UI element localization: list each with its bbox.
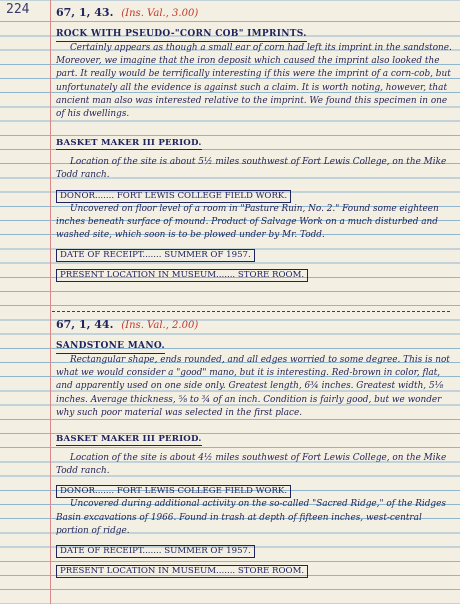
present-location: PRESENT LOCATION IN MUSEUM....... STORE ROOM. [56, 565, 308, 578]
margin-line [50, 0, 51, 604]
find-context: Uncovered on floor level of a room in "Pasture Ruin, No. 2." Found some eighteen inches beneath surface of mound. Product of Salvage Work on a much disturbed and washed site, which soon is to be plowed under by Mr. Todd. [56, 203, 439, 241]
page-number: 224 [6, 2, 30, 17]
item-title: ROCK WITH PSEUDO-"CORN COB" IMPRINTS. [56, 28, 307, 42]
date-of-receipt: DATE OF RECEIPT....... SUMMER OF 1957. [56, 249, 255, 262]
donor-line: DONOR....... FORT LEWIS COLLEGE FIELD WORK. [56, 190, 291, 203]
donor-line: DONOR....... FORT LEWIS COLLEGE FIELD WORK. [56, 485, 291, 498]
find-context: Uncovered during additional activity on the so-called "Sacred Ridge," of the Ridges Basin excavations of 1966. Found in trash at depth of fifteen inches, west-central portion of ridge. [56, 499, 446, 536]
catalog-line [56, 318, 452, 332]
catalog-entry [56, 6, 452, 282]
item-description: Certainly appears as though a small ear of corn had left its imprint in the sandstone. Moreover, we imagine that the iron deposit which caused the imprint also looked the part. It really would be terrifically interesting if this were the imprint of a corn-cob, but unfortunately all the evidence is against such a claim. It is worth noting, however, that ancient man also was interested relative to the imprint. We found this specimen in one of his dwellings. [56, 43, 452, 120]
catalog-number: 67, 1, 44. [56, 318, 114, 331]
catalog-line [56, 6, 452, 20]
site-location: Location of the site is about 5½ miles southwest of Fort Lewis College, on the Mike Todd ranch. [56, 157, 447, 181]
culture-period: BASKET MAKER III PERIOD. [56, 434, 202, 445]
item-description: Rectangular shape, ends rounded, and all edges worried to some degree. This is not what we would consider a "good" mano, but it is interesting. Red-brown in color, flat, and apparently used on one side only. Greatest length, 6¾ inches. Greatest width, 5⅛ inches. Average thickness, ⅝ to ¾ of an inch. Condition is fairly good, but we wonder why such poor material was selected in the first place. [56, 355, 450, 418]
insured-value: (Ins. Val., 2.00) [121, 320, 199, 331]
culture-period: BASKET MAKER III PERIOD. [56, 138, 202, 149]
site-location: Location of the site is about 4½ miles southwest of Fort Lewis College, on the Mike Todd ranch. [56, 453, 447, 477]
catalog-entry [56, 318, 452, 578]
date-of-receipt: DATE OF RECEIPT....... SUMMER OF 1957. [56, 545, 255, 558]
entry-divider [52, 311, 450, 312]
present-location: PRESENT LOCATION IN MUSEUM....... STORE ROOM. [56, 269, 308, 282]
catalog-number: 67, 1, 43. [56, 6, 114, 19]
insured-value: (Ins. Val., 3.00) [121, 8, 199, 19]
item-title: SANDSTONE MANO. [56, 340, 165, 354]
